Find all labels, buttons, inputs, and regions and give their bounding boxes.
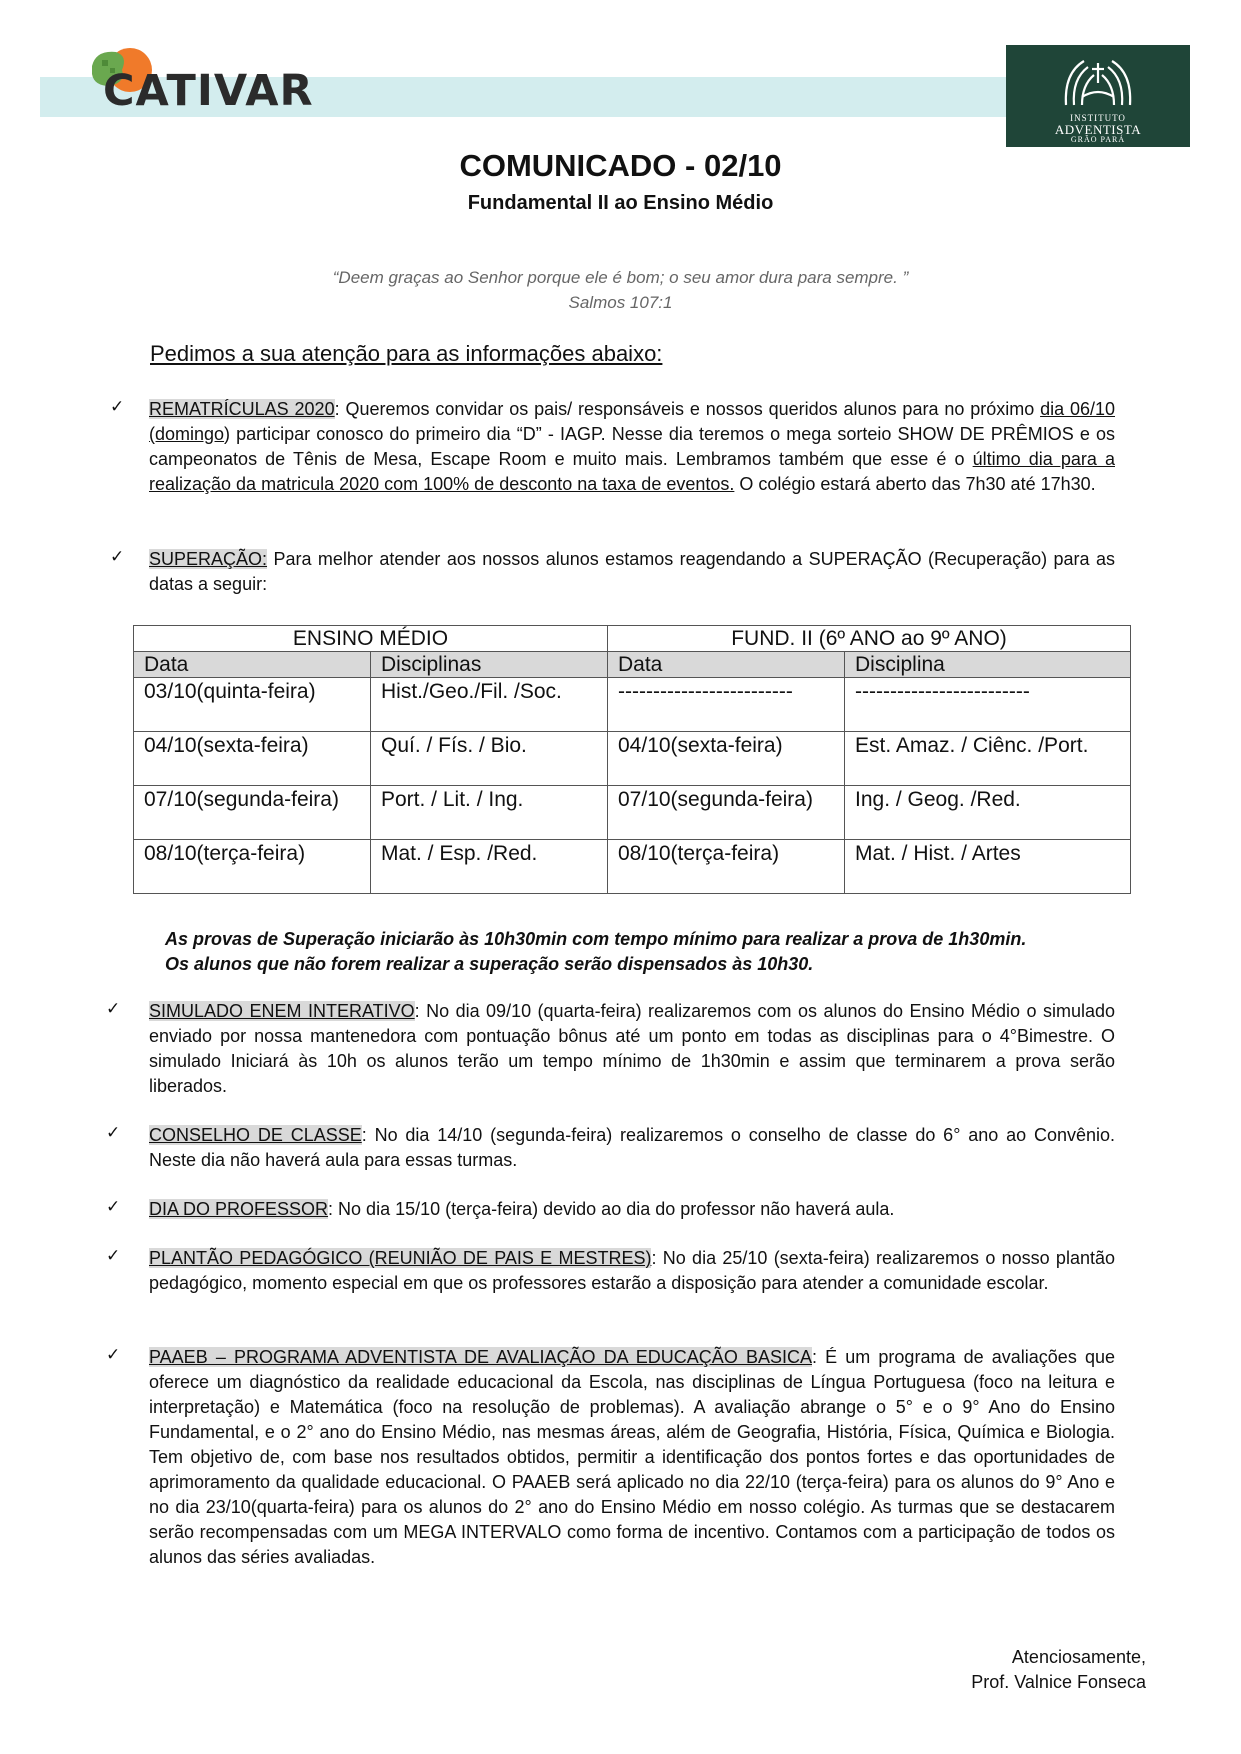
rematriculas-paragraph: [149, 397, 1115, 497]
document-title: COMUNICADO - 02/10: [459, 148, 782, 183]
superacao-text: Para melhor atender aos nossos alunos estamos reagendando a SUPERAÇÃO (Recuperação) para as datas a seguir:: [149, 549, 1115, 594]
professor-label: DIA DO PROFESSOR: [149, 1199, 329, 1219]
checkmark-icon: ✓: [106, 1197, 121, 1216]
signature-closing: Atenciosamente,: [1011, 1647, 1146, 1667]
table-cell: -------------------------: [845, 678, 1131, 732]
rematriculas-deadline: último dia para a realização da matricula 2020 com 100% de desconto na taxa de eventos.: [149, 449, 1115, 494]
rematriculas-text-3: O colégio estará aberto das 7h30 até 17h30.: [734, 474, 1096, 494]
table-cell: 03/10(quinta-feira): [134, 678, 371, 732]
plantao-paragraph: [149, 1246, 1115, 1296]
table-cell: Est. Amaz. / Ciênc. /Port.: [845, 732, 1131, 786]
note-line-2: Os alunos que não forem realizar a superação serão dispensados às 10h30.: [165, 954, 814, 974]
superacao-note: [165, 927, 1026, 977]
table-column-header: [134, 652, 1131, 678]
checkmark-icon: ✓: [106, 1246, 121, 1265]
table-cell: -------------------------: [608, 678, 845, 732]
table-row: [134, 786, 1131, 840]
superacao-table: [133, 625, 1131, 894]
bible-quote: [0, 265, 1241, 315]
table-cell: 08/10(terça-feira): [134, 840, 371, 894]
signature-name: Prof. Valnice Fonseca: [971, 1672, 1146, 1692]
institution-logo: [1006, 45, 1190, 147]
conselho-text: : No dia 14/10 (segunda-feira) realizaremos o conselho de classe do 6° ano ao Convênio. Neste dia não haverá aula para essas turmas.: [149, 1125, 1115, 1170]
professor-text: : No dia 15/10 (terça-feira) devido ao dia do professor não haverá aula.: [328, 1199, 895, 1219]
table-cell: 08/10(terça-feira): [608, 840, 845, 894]
table-cell: 04/10(sexta-feira): [134, 732, 371, 786]
institution-line-3: GRÃO PARÁ: [1070, 135, 1126, 144]
table-cell: Mat. / Esp. /Red.: [371, 840, 608, 894]
note-line-1: As provas de Superação iniciarão às 10h30min com tempo mínimo para realizar a prova de 1h30min.: [165, 929, 1027, 949]
paaeb-paragraph: [149, 1345, 1115, 1570]
column-header: Disciplinas: [371, 652, 608, 678]
checkmark-icon: ✓: [106, 1345, 121, 1364]
signature: [971, 1645, 1146, 1695]
simulado-paragraph: [149, 999, 1115, 1099]
table-cell: Mat. / Hist. / Artes: [845, 840, 1131, 894]
table-row: [134, 840, 1131, 894]
simulado-label: SIMULADO ENEM INTERATIVO: [149, 1001, 415, 1021]
institution-line-2: ADVENTISTA: [1054, 122, 1142, 137]
checkmark-icon: ✓: [106, 999, 121, 1018]
rematriculas-text-1: : Queremos convidar os pais/ responsáveis e nossos queridos alunos para no próximo: [334, 399, 1041, 419]
professor-paragraph: [149, 1197, 1115, 1222]
rematriculas-text-2: ) participar conosco do primeiro dia “D” - IAGP. Nesse dia teremos o mega sorteio SHOW DE PRÊMIOS e os campeonatos de Tênis de Mesa, Escape Room e muito mais. Lembramos também que esse é o: [149, 424, 1115, 469]
group-fund-ii: FUND. II (6º ANO ao 9º ANO): [608, 626, 1131, 652]
table-cell: Port. / Lit. / Ing.: [371, 786, 608, 840]
institution-line-1: INSTITUTO: [1070, 113, 1126, 123]
table-cell: Hist./Geo./Fil. /Soc.: [371, 678, 608, 732]
checkmark-icon: ✓: [110, 397, 125, 416]
rematriculas-label: REMATRÍCULAS 2020: [149, 399, 335, 419]
paaeb-label: PAAEB – PROGRAMA ADVENTISTA DE AVALIAÇÃO DA EDUCAÇÃO BASICA: [149, 1347, 812, 1367]
table-cell: Ing. / Geog. /Red.: [845, 786, 1131, 840]
document-subtitle: Fundamental II ao Ensino Médio: [467, 192, 774, 214]
paaeb-text: : É um programa de avaliações que oferece um diagnóstico da realidade educacional da Escola, nas disciplinas de Língua Portuguesa (foco na leitura e interpretação) e Matemática (foco na resolução de problemas). A avaliação abrange o 5° e o 9° Ano do Ensino Fundamental, e o 2° ano do Ensino Médio, nas mesmas áreas, além de Geografia, História, Física, Química e Biologia. Tem objetivo de, com base nos resultados obtidos, permitir a identificação dos pontos fortes e das oportunidades de aprimoramento da qualidade educacional. O PAAEB será aplicado no dia 22/10 (terça-feira) para os alunos do 9° Ano e no dia 23/10(quarta-feira) para os alunos do 2° ano do Ensino Médio em nosso colégio. As turmas que se destacarem serão recompensadas com um MEGA INTERVALO como forma de incentivo. Contamos com a participação de todos os alunos das séries avaliadas.: [149, 1347, 1115, 1567]
simulado-text: : No dia 09/10 (quarta-feira) realizaremos com os alunos do Ensino Médio o simulado enviado por nossa mantenedora com pontuação bônus até um ponto em todas as disciplinas para o 4°Bimestre. O simulado Iniciará às 10h os alunos terão um tempo mínimo de 1h30min e assim que terminarem a prova serão liberados.: [149, 1001, 1115, 1096]
plantao-text: : No dia 25/10 (sexta-feira) realizaremos o nosso plantão pedagógico, momento especial em que os professores estarão a disposição para atender a comunidade escolar.: [149, 1248, 1115, 1293]
logo-text: CATIVAR: [103, 66, 314, 116]
conselho-paragraph: [149, 1123, 1115, 1173]
column-header: Data: [134, 652, 371, 678]
column-header: Data: [608, 652, 845, 678]
table-cell: 07/10(segunda-feira): [608, 786, 845, 840]
quote-reference: Salmos 107:1: [568, 293, 673, 312]
checkmark-icon: ✓: [106, 1123, 121, 1142]
plantao-label: PLANTÃO PEDAGÓGICO (REUNIÃO DE PAIS E MESTRES): [149, 1248, 652, 1268]
checkmark-icon: ✓: [110, 547, 125, 566]
conselho-label: CONSELHO DE CLASSE: [149, 1125, 362, 1145]
table-cell: Quí. / Fís. / Bio.: [371, 732, 608, 786]
table-row: [134, 732, 1131, 786]
table-cell: 07/10(segunda-feira): [134, 786, 371, 840]
superacao-paragraph: [149, 547, 1115, 597]
rematriculas-date: dia 06/10 (domingo: [149, 399, 1115, 444]
institution-emblem-icon: [1060, 53, 1136, 111]
quote-text: “Deem graças ao Senhor porque ele é bom; o seu amor dura para sempre. ”: [332, 268, 909, 287]
table-row: [134, 678, 1131, 732]
column-header: Disciplina: [845, 652, 1131, 678]
group-ensino-medio: ENSINO MÉDIO: [134, 626, 608, 652]
intro-heading: Pedimos a sua atenção para as informações abaixo:: [150, 341, 663, 366]
superacao-label: SUPERAÇÃO:: [149, 549, 268, 569]
table-group-header: [134, 626, 1131, 652]
table-cell: 04/10(sexta-feira): [608, 732, 845, 786]
